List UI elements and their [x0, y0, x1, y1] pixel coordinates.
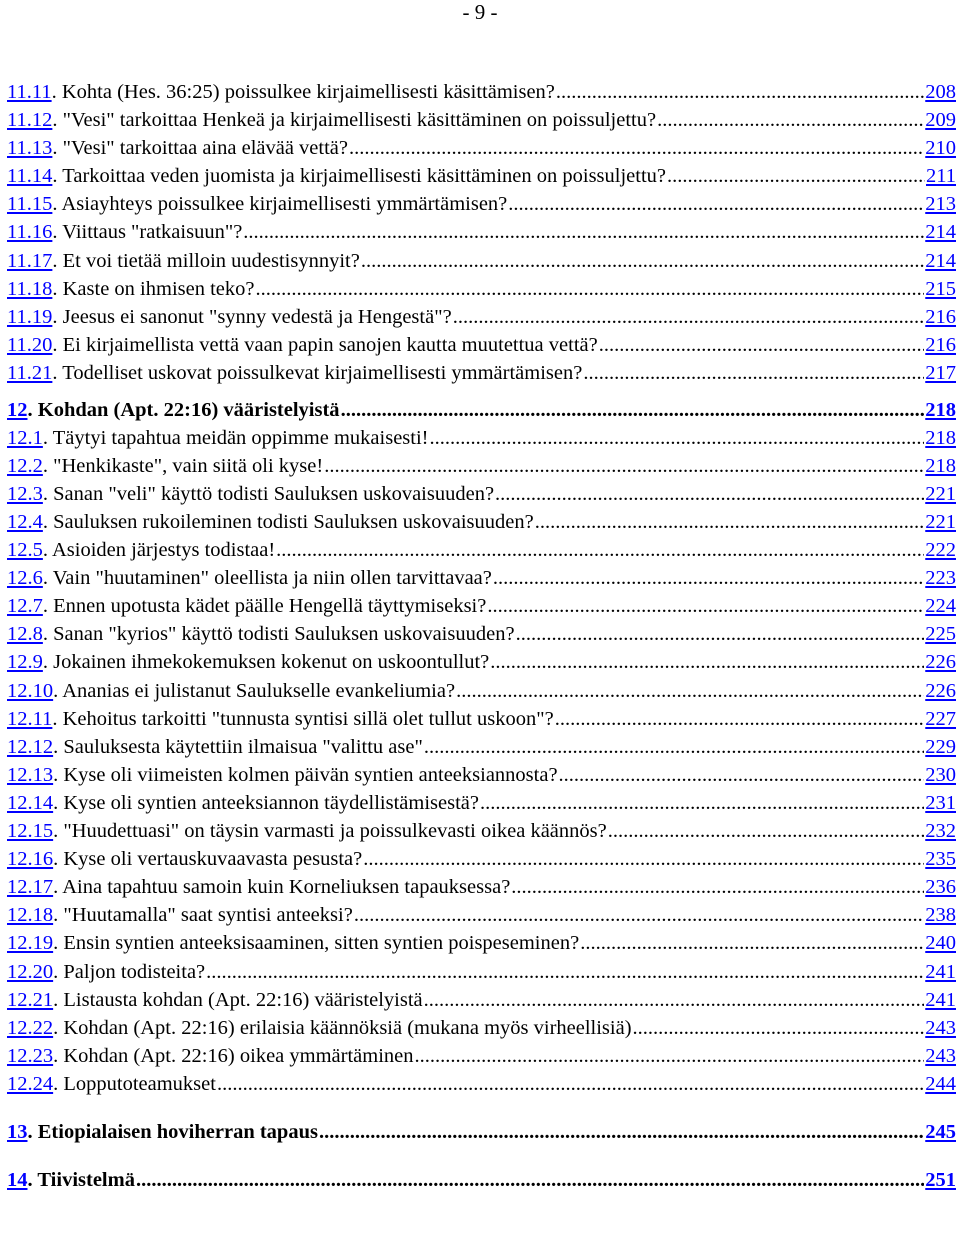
toc-entry-title: . "Vesi" tarkoittaa aina elävää vettä? [52, 137, 348, 160]
dot-leader [633, 1014, 925, 1042]
toc-entry-number-link[interactable]: 12.8 [7, 623, 43, 646]
dot-leader [490, 648, 924, 676]
toc-entry [7, 705, 956, 733]
toc-entry [7, 424, 956, 452]
toc-entry [7, 564, 956, 592]
toc-entry [7, 901, 956, 929]
toc-entry-page-link[interactable]: 210 [925, 137, 956, 160]
toc-entry-number-link[interactable]: 12.19 [7, 932, 54, 955]
toc-entry-title: . Tiivistelmä [27, 1169, 135, 1192]
toc-entry [7, 106, 956, 134]
toc-entry [7, 789, 956, 817]
toc-entry-title: . Ennen upotusta kädet päälle Hengellä täyttymiseksi? [42, 595, 487, 618]
dot-leader [508, 190, 924, 218]
section-gap [7, 1098, 956, 1118]
toc-entry [7, 508, 956, 536]
toc-entry-page-link[interactable]: 218 [925, 426, 956, 449]
toc-entry-title: . "Henkikaste", vain siitä oli kyse! [42, 454, 324, 477]
toc-entry-number-link[interactable]: 11.19 [7, 305, 53, 328]
dot-leader [363, 845, 924, 873]
toc-entry-title: . Et voi tietää milloin uudestisynnyit? [52, 249, 360, 272]
toc-entry [7, 536, 956, 564]
toc-entry [7, 452, 956, 480]
dot-leader [255, 275, 924, 303]
toc-entry-page-link[interactable]: 229 [925, 735, 956, 758]
toc-entry-page-link[interactable]: 222 [925, 539, 956, 562]
toc-entry-number-link[interactable]: 11.13 [7, 137, 53, 160]
dot-leader [361, 247, 924, 275]
toc-entry-page-link[interactable]: 223 [925, 567, 956, 590]
toc-entry [7, 986, 956, 1014]
toc-entry-number-link[interactable]: 12.6 [7, 567, 43, 590]
toc-entry-title: . Jeesus ei sanonut "synny vedestä ja Hengestä"? [52, 305, 452, 328]
toc-entry-title: . Kyse oli vertauskuvaavasta pesusta? [53, 848, 363, 871]
toc-entry [7, 761, 956, 789]
toc-entry-number-link[interactable]: 12.15 [7, 820, 54, 843]
toc-entry-page-link[interactable]: 214 [925, 221, 956, 244]
toc-entry-title: . Vain "huutaminen" oleellista ja niin ollen tarvittavaa? [42, 567, 492, 590]
toc-entry-page-link[interactable]: 224 [925, 595, 956, 618]
section-gap [7, 1146, 956, 1166]
toc-entry-page-link[interactable]: 216 [925, 333, 956, 356]
dot-leader [349, 134, 924, 162]
toc-entry [7, 331, 956, 359]
toc-entry-page-link[interactable]: 221 [925, 511, 956, 533]
toc-entry-title: . Viittaus "ratkaisuun"? [52, 221, 243, 244]
dot-leader [136, 1166, 924, 1194]
toc-entry-page-link[interactable]: 226 [925, 679, 956, 702]
dot-leader [555, 705, 925, 733]
toc-entry-number-link[interactable]: 11.15 [7, 193, 53, 216]
toc-entry-page-link[interactable]: 243 [925, 1044, 956, 1067]
toc-entry-page-link[interactable]: 245 [925, 1120, 956, 1143]
toc-entry-number-link[interactable]: 12.11 [7, 707, 53, 730]
dot-leader [430, 424, 925, 452]
toc-entry [7, 359, 956, 387]
toc-entry-number-link[interactable]: 12.17 [7, 876, 54, 899]
toc-entry-title: . Sauluksesta käytettiin ilmaisua "valittu ase" [53, 735, 423, 758]
toc-entry [7, 1166, 956, 1194]
toc-entry-number-link[interactable]: 12.9 [7, 651, 43, 674]
toc-entry [7, 845, 956, 873]
toc-entry-title: . Sanan "kyrios" käyttö todisti Sauluksen uskovaisuuden? [42, 623, 515, 646]
toc-entry-page-link[interactable]: 218 [925, 398, 956, 421]
toc-entry-page-link[interactable]: 251 [925, 1169, 956, 1192]
toc-entry-number-link[interactable]: 12.20 [7, 960, 54, 983]
toc-entry-page-link[interactable]: 230 [925, 763, 956, 786]
toc-entry-page-link[interactable]: 241 [925, 960, 956, 983]
toc-entry-page-link[interactable]: 216 [925, 305, 956, 328]
toc-entry [7, 648, 956, 676]
toc-entry-title: . Kyse oli syntien anteeksiannon täydellistämisestä? [53, 791, 479, 814]
dot-leader [516, 620, 925, 648]
toc-entry-number-link[interactable]: 12.14 [7, 791, 54, 814]
toc-entry-title: . Todelliset uskovat poissulkevat kirjaimellisesti ymmärtämisen? [52, 361, 583, 384]
toc-entry-page-link[interactable]: 221 [925, 482, 956, 505]
toc-entry [7, 958, 956, 986]
toc-entry [7, 620, 956, 648]
dot-leader [511, 873, 924, 901]
toc-entry-number-link[interactable]: 11.20 [7, 333, 53, 356]
toc-entry [7, 480, 956, 508]
toc-entry [7, 929, 956, 957]
toc-entry-page-link[interactable]: 227 [925, 707, 956, 730]
toc-entry [7, 162, 956, 190]
toc-entry [7, 1014, 956, 1042]
toc-entry-number-link[interactable]: 12.2 [7, 454, 43, 477]
toc-entry-title: . Sauluksen rukoileminen todisti Sauluksen uskovaisuuden? [42, 511, 534, 533]
toc-entry-title: . Sanan "veli" käyttö todisti Sauluksen uskovaisuuden? [42, 482, 495, 505]
toc-entry-number-link[interactable]: 12.18 [7, 904, 54, 927]
toc-entry-page-link[interactable]: 209 [925, 109, 956, 132]
table-of-contents [7, 78, 956, 1194]
toc-entry [7, 78, 956, 106]
toc-entry-page-link[interactable]: 214 [925, 249, 956, 272]
toc-entry-number-link[interactable]: 12.5 [7, 539, 43, 562]
toc-entry-number-link[interactable]: 12.21 [7, 988, 54, 1011]
toc-entry-title: . "Huutamalla" saat syntisi anteeksi? [53, 904, 353, 927]
dot-leader [495, 480, 924, 508]
toc-entry-title: . "Huudettuasi" on täysin varmasti ja poissulkevasti oikea käännös? [53, 820, 607, 843]
toc-entry-title: . Kehoitus tarkoitti "tunnusta syntisi sillä olet tullut uskoon"? [52, 707, 554, 730]
toc-entry-page-link[interactable]: 226 [925, 651, 956, 674]
toc-entry-number-link[interactable]: 12.23 [7, 1044, 54, 1067]
toc-entry [7, 677, 956, 705]
dot-leader [354, 901, 924, 929]
toc-entry [7, 190, 956, 218]
toc-entry-title: . Jokainen ihmekokemuksen kokenut on uskoontullut? [42, 651, 490, 674]
toc-entry-number-link[interactable]: 12.1 [7, 426, 43, 449]
toc-entry [7, 1118, 956, 1146]
toc-entry-number-link[interactable]: 12.7 [7, 595, 43, 618]
toc-entry-title: . Kohdan (Apt. 22:16) erilaisia käännöksiä (mukana myös virheellisiä) [53, 1016, 632, 1039]
toc-entry [7, 275, 956, 303]
toc-entry-page-link[interactable]: 218 [925, 454, 956, 477]
toc-entry-page-link[interactable]: 215 [925, 277, 956, 300]
toc-entry-number-link[interactable]: 11.12 [7, 109, 53, 132]
toc-entry-page-link[interactable]: 217 [925, 361, 956, 384]
toc-entry-number-link[interactable]: 11.11 [7, 81, 52, 103]
toc-entry-title: . Ensin syntien anteeksisaaminen, sitten syntien poispeseminen? [53, 932, 580, 955]
toc-entry-page-link[interactable]: 235 [925, 848, 956, 871]
toc-entry [7, 733, 956, 761]
toc-entry-title: . Etiopialaisen hoviherran tapaus [27, 1120, 318, 1143]
toc-entry-page-link[interactable]: 211 [926, 165, 956, 188]
dot-leader [217, 1070, 924, 1098]
toc-entry-title: . Kyse oli viimeisten kolmen päivän syntien anteeksiannosta? [53, 763, 558, 786]
toc-entry-number-link[interactable]: 12.3 [7, 482, 43, 505]
toc-entry [7, 303, 956, 331]
section-gap [7, 387, 956, 396]
dot-leader [456, 677, 924, 705]
dot-leader [319, 1118, 924, 1146]
dot-leader [453, 303, 925, 331]
toc-entry-title: . Kohdan (Apt. 22:16) oikea ymmärtäminen [53, 1044, 414, 1067]
toc-entry-number-link[interactable]: 11.17 [7, 249, 53, 272]
toc-entry-number-link[interactable]: 12.4 [7, 511, 43, 533]
toc-entry-number-link[interactable]: 11.21 [7, 361, 53, 384]
toc-entry [7, 218, 956, 246]
toc-entry-number-link[interactable]: 12 [7, 398, 28, 421]
toc-entry-title: . Ei kirjaimellista vettä vaan papin sanojen kautta muutettua vettä? [52, 333, 598, 356]
dot-leader [657, 106, 924, 134]
toc-entry-number-link[interactable]: 12.13 [7, 763, 54, 786]
toc-entry-number-link[interactable]: 12.10 [7, 679, 54, 702]
toc-entry-number-link[interactable]: 12.16 [7, 848, 54, 871]
toc-entry-title: . Kohta (Hes. 36:25) poissulkee kirjaimellisesti käsittämisen? [51, 81, 555, 103]
toc-entry-number-link[interactable]: 11.16 [7, 221, 53, 244]
toc-entry-page-link[interactable]: 240 [925, 932, 956, 955]
toc-entry-title: . Paljon todisteita? [53, 960, 206, 983]
dot-leader [424, 733, 924, 761]
dot-leader [559, 761, 925, 789]
toc-entry-number-link[interactable]: 12.12 [7, 735, 54, 758]
toc-entry [7, 396, 956, 424]
dot-leader [324, 452, 924, 480]
dot-leader [556, 78, 924, 106]
toc-entry-page-link[interactable]: 213 [925, 193, 956, 216]
toc-entry-number-link[interactable]: 11.14 [7, 165, 53, 188]
toc-entry-title: . "Vesi" tarkoittaa Henkeä ja kirjaimellisesti käsittäminen on poissuljettu? [52, 109, 657, 132]
toc-entry-title: . Kaste on ihmisen teko? [52, 277, 255, 300]
toc-entry-number-link[interactable]: 14 [7, 1169, 28, 1192]
toc-entry-number-link[interactable]: 12.22 [7, 1016, 54, 1039]
toc-entry-title: . Asioiden järjestys todistaa! [42, 539, 276, 562]
dot-leader [415, 1042, 925, 1070]
toc-entry-title: . Ananias ei julistanut Saulukselle evankeliumia? [53, 679, 456, 702]
dot-leader [487, 592, 924, 620]
toc-entry [7, 873, 956, 901]
toc-entry [7, 134, 956, 162]
dot-leader [480, 789, 924, 817]
dot-leader [599, 331, 925, 359]
dot-leader [276, 536, 924, 564]
toc-entry [7, 1070, 956, 1098]
toc-entry-number-link[interactable]: 12.24 [7, 1072, 54, 1095]
toc-entry-title: . Listausta kohdan (Apt. 22:16) vääristelyistä [53, 988, 423, 1011]
toc-entry-number-link[interactable]: 13 [7, 1120, 28, 1143]
toc-entry-page-link[interactable]: 244 [925, 1072, 956, 1095]
toc-entry-number-link[interactable]: 11.18 [7, 277, 53, 300]
toc-entry [7, 247, 956, 275]
dot-leader [493, 564, 924, 592]
toc-entry-page-link[interactable]: 238 [925, 904, 956, 927]
toc-entry [7, 592, 956, 620]
dot-leader [580, 929, 924, 957]
toc-entry-title: . Täytyi tapahtua meidän oppimme mukaisesti! [42, 426, 429, 449]
dot-leader [243, 218, 924, 246]
toc-entry-page-link[interactable]: 236 [925, 876, 956, 899]
toc-entry-title: . Tarkoittaa veden juomista ja kirjaimellisesti käsittäminen on poissuljettu? [52, 165, 667, 188]
toc-entry [7, 1042, 956, 1070]
toc-entry-page-link[interactable]: 232 [925, 820, 956, 843]
toc-entry-page-link[interactable]: 225 [925, 623, 956, 646]
dot-leader [667, 162, 925, 190]
toc-entry-title: . Aina tapahtuu samoin kuin Korneliuksen tapauksessa? [53, 876, 511, 899]
toc-entry-page-link[interactable]: 241 [925, 988, 956, 1011]
toc-entry-title: . Lopputoteamukset [53, 1072, 216, 1095]
dot-leader [583, 359, 924, 387]
toc-entry-title: . Asiayhteys poissulkee kirjaimellisesti ymmärtämisen? [52, 193, 508, 216]
toc-entry-title: . Kohdan (Apt. 22:16) vääristelyistä [27, 398, 340, 421]
dot-leader [424, 986, 925, 1014]
dot-leader [608, 817, 925, 845]
dot-leader [535, 508, 925, 536]
page-number: - 9 - [462, 0, 498, 24]
toc-entry-page-link[interactable]: 208 [925, 81, 956, 103]
toc-entry [7, 817, 956, 845]
toc-entry-page-link[interactable]: 243 [925, 1016, 956, 1039]
toc-entry-page-link[interactable]: 231 [925, 791, 956, 814]
dot-leader [341, 396, 925, 424]
dot-leader [206, 958, 924, 986]
